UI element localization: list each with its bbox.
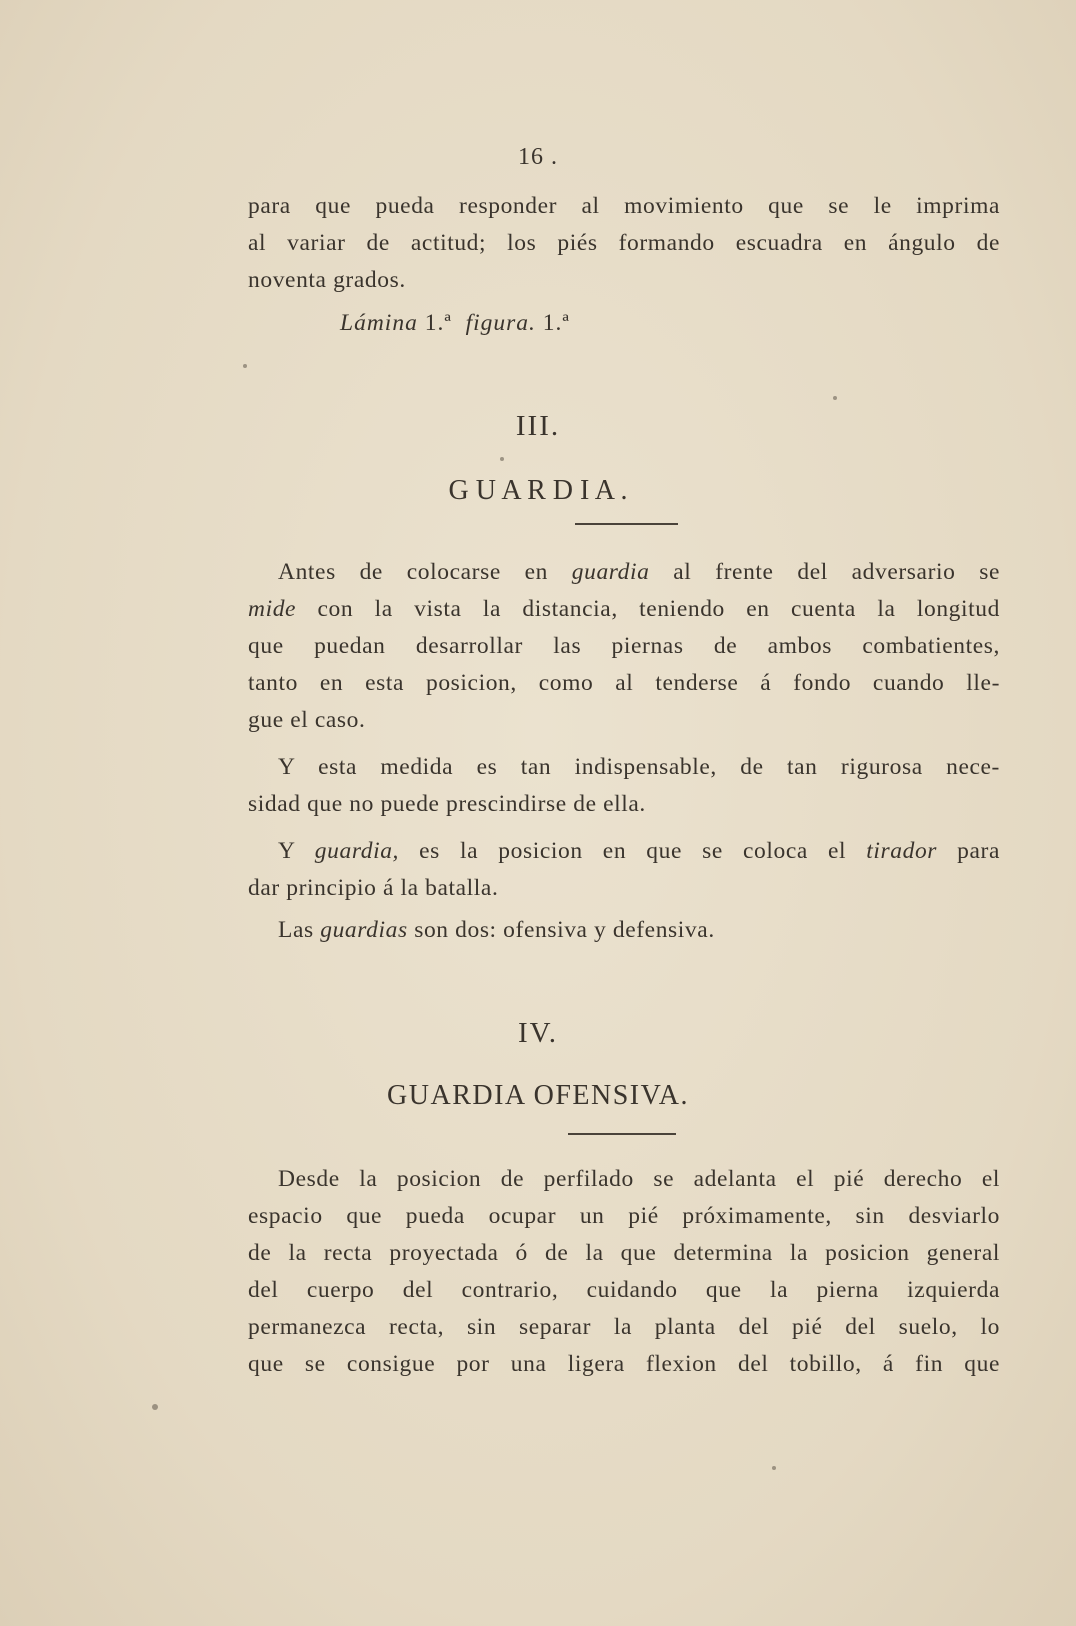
- section-4-number: IV.: [517, 1017, 559, 1049]
- paper-speck: [152, 1404, 158, 1410]
- page-number: 16 .: [518, 144, 558, 170]
- caption-lamina: Lámina: [340, 310, 418, 336]
- text-line: al variar de actitud; los piés formando escuadra en ángulo de: [248, 230, 1000, 256]
- text-line: Y esta medida es tan indispensable, de tan rigurosa nece-: [278, 754, 1000, 780]
- text-span: Antes de colocarse en: [278, 559, 572, 585]
- text-span: son dos: ofensiva y defensiva.: [407, 917, 715, 943]
- text-line: del cuerpo del contrario, cuidando que la pierna izquierda: [248, 1277, 1000, 1303]
- text-line: dar principio á la batalla.: [248, 875, 499, 901]
- caption-lamina-number: 1.ª: [424, 310, 452, 336]
- section-3-title: G U A R D I A .: [448, 475, 628, 506]
- text-line: [278, 559, 1000, 597]
- text-span: Y: [278, 838, 315, 864]
- section-3-number: III.: [515, 410, 561, 442]
- section-3-rule: [575, 523, 678, 525]
- italic-term: guardia: [571, 559, 650, 585]
- paper-speck: [243, 364, 247, 368]
- text-span: con la vista la distancia, teniendo en cuenta la longitud: [296, 596, 1000, 622]
- text-line: tanto en esta posicion, como al tenderse á fondo cuando lle-: [248, 670, 1000, 696]
- text-line: Desde la posicion de perfilado se adelanta el pié derecho el: [278, 1166, 1000, 1192]
- italic-term: guardia,: [314, 838, 400, 864]
- text-line: noventa grados.: [248, 267, 406, 293]
- section-4-rule: [568, 1133, 676, 1135]
- text-line: que se consigue por una ligera flexion del tobillo, á fin que: [248, 1351, 1000, 1377]
- text-span: es la posicion en que se coloca el: [399, 838, 867, 864]
- italic-term: mide: [248, 596, 297, 622]
- text-line: [278, 917, 1000, 955]
- section-4-title: GUARDIA OFENSIVA.: [387, 1080, 689, 1111]
- text-line: sidad que no puede prescindirse de ella.: [248, 791, 646, 817]
- text-span: Las: [278, 917, 321, 943]
- text-line: [248, 596, 1000, 634]
- text-line: para que pueda responder al movimiento que se le imprima: [248, 193, 1000, 219]
- italic-term: guardias: [320, 917, 408, 943]
- paper-speck: [833, 396, 837, 400]
- text-line: que puedan desarrollar las piernas de ambos combatientes,: [248, 633, 1000, 659]
- paper-speck: [500, 457, 504, 461]
- italic-term: tirador: [866, 838, 938, 864]
- caption-figura-number: 1.ª: [542, 310, 570, 336]
- text-span: al frente del adversario se: [649, 559, 1000, 585]
- text-line: de la recta proyectada ó de la que determina la posicion general: [248, 1240, 1000, 1266]
- text-line: gue el caso.: [248, 707, 366, 733]
- text-span: para: [937, 838, 1000, 864]
- text-line: [278, 838, 1000, 876]
- paper-speck: [772, 1466, 776, 1470]
- text-line: permanezca recta, sin separar la planta del pié del suelo, lo: [248, 1314, 1000, 1340]
- figure-caption: [340, 310, 570, 337]
- caption-figura: figura.: [465, 310, 536, 336]
- text-line: espacio que pueda ocupar un pié próximamente, sin desviarlo: [248, 1203, 1000, 1229]
